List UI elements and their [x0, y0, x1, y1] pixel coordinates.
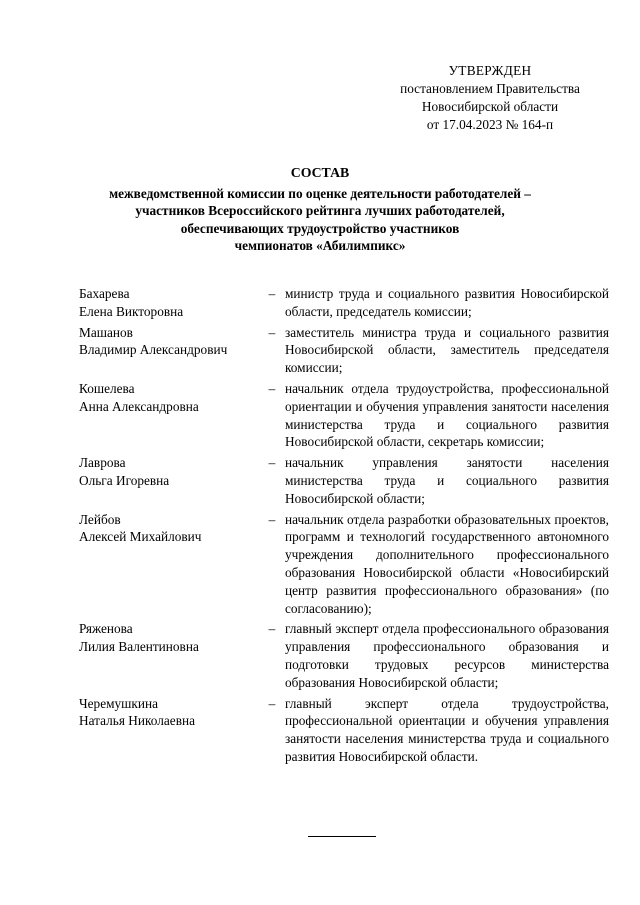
member-role: начальник отдела разработки образовательных проектов, программ и технологий государственного автономного учреждения дополнительного профессионального образования Новосибирской области «Новосибирский центр развития профессионального образования» (по согласованию);: [285, 511, 609, 616]
member-surname: Лейбов: [79, 511, 121, 527]
heading-line-4: чемпионатов «Абилимпикс»: [234, 238, 406, 253]
member-dash: –: [268, 695, 276, 711]
member-dash: –: [268, 511, 276, 527]
member-role: главный эксперт отдела трудоустройства, профессиональной ориентации и обучения управления занятости населения министерства труда и социального развития Новосибирской области.: [285, 695, 609, 764]
member-name: [79, 620, 259, 691]
member-row: [79, 380, 609, 451]
member-surname: Ряженова: [79, 621, 133, 637]
member-name: [79, 380, 259, 451]
member-row: [79, 454, 609, 507]
member-row: [79, 695, 609, 766]
member-role: главный эксперт отдела профессионального образования управления профессионального образования и подготовки трудовых ресурсов министерства образования Новосибирской области;: [285, 621, 609, 690]
member-dash: –: [268, 324, 276, 340]
heading-line-2: участников Всероссийского рейтинга лучших работодателей,: [135, 203, 505, 218]
heading-line-1: межведомственной комиссии по оценке деятельности работодателей –: [109, 185, 531, 201]
member-role: заместитель министра труда и социального развития Новосибирской области, заместитель председателя комиссии;: [285, 324, 609, 376]
member-role: начальник отдела трудоустройства, профессиональной ориентации и обучения управления занятости населения министерства труда и социального развития Новосибирской области, секретарь комиссии;: [285, 380, 609, 450]
member-list: [79, 285, 609, 769]
approval-title: УТВЕРЖДЕН: [448, 63, 532, 78]
member-given-names: Елена Викторовна: [79, 303, 184, 319]
member-name: [79, 695, 259, 766]
member-row: [79, 620, 609, 691]
member-dash: –: [268, 455, 276, 471]
member-role: начальник управления занятости населения министерства труда и социального развития Новосибирской области;: [285, 455, 609, 506]
member-dash: –: [268, 621, 276, 637]
member-given-names: Наталья Николаевна: [79, 713, 196, 729]
member-given-names: Ольга Игоревна: [79, 472, 170, 488]
member-row: [79, 285, 609, 321]
member-name: [79, 511, 259, 618]
member-dash: –: [268, 380, 276, 396]
member-surname: Черемушкина: [79, 695, 158, 711]
approval-line-2: Новосибирской области: [421, 99, 559, 114]
member-name: [79, 324, 259, 377]
approval-line-3: от 17.04.2023 № 164-п: [426, 117, 554, 132]
member-role: министр труда и социального развития Новосибирской области, председатель комиссии;: [285, 286, 609, 319]
member-row: [79, 324, 609, 377]
member-surname: Бахарева: [79, 286, 130, 301]
member-surname: Машанов: [79, 324, 133, 340]
member-given-names: Анна Александровна: [79, 398, 199, 414]
member-given-names: Алексей Михайлович: [79, 529, 202, 545]
member-surname: Кошелева: [79, 380, 135, 396]
member-given-names: Лилия Валентиновна: [79, 639, 199, 655]
member-row: [79, 511, 609, 618]
member-surname: Лаврова: [79, 455, 126, 471]
member-dash: –: [268, 286, 276, 301]
document-heading: [60, 164, 580, 255]
member-name: [79, 285, 259, 321]
heading-line-3: обеспечивающих трудоустройство участников: [180, 220, 460, 236]
closing-rule: [308, 836, 376, 837]
approval-block: [390, 62, 590, 134]
member-name: [79, 454, 259, 507]
approval-line-1: постановлением Правительства: [400, 81, 580, 96]
member-given-names: Владимир Александрович: [79, 342, 228, 358]
heading-title: СОСТАВ: [290, 165, 350, 180]
